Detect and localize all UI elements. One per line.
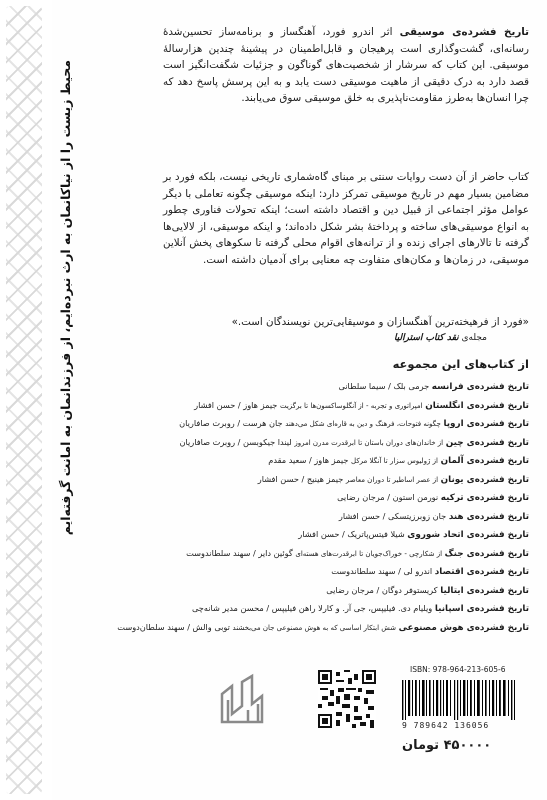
book-credits: جان زوبرزیتسکی / حسن افشار (338, 510, 447, 521)
book-subtitle: از عصر اساطیر تا دوران معاصر (345, 475, 439, 484)
quote-source-prefix: مجله‌ی (461, 333, 487, 343)
spine-strip (0, 0, 52, 800)
book-credits: توبی والش / سهند سلطان‌دوست (117, 621, 230, 632)
book-credits: ویلیام دی. فیلیپس، جی آر. و کارلا راهن فیلیپس / محسن مدیر شانه‌چی (191, 603, 433, 613)
list-item (151, 489, 529, 508)
list-item (151, 415, 529, 434)
book-credits: گوئین دایر / سهند سلطاندوست (186, 547, 293, 558)
book-title: تاریخ فشرده‌ی موسیقی (399, 26, 529, 38)
book-credits: جان هرست / روبرت صافاریان (179, 418, 283, 428)
book-title: تاریخ فشرده‌ی ایتالیا (440, 585, 529, 596)
book-title: تاریخ فشرده‌ی اقتصاد (434, 567, 529, 577)
series-title: از کتاب‌های این مجموعه (392, 357, 529, 371)
book-subtitle: چگونه فتوحات، فرهنگ و دین به قاره‌ای شکل می‌دهند (285, 420, 441, 428)
book-subtitle: از خاندان‌های دوران باستان تا ابرقدرت مدرن امروز (294, 438, 444, 447)
qr-code (318, 670, 376, 728)
list-item (117, 619, 529, 638)
book-credits: کریستوفر دوگان / مرجان رضایی (326, 584, 438, 595)
review-quote: «فورد از فرهیخته‌ترین آهنگسازان و موسیقایی‌ترین نویسندگان است.» (231, 316, 529, 328)
series-list (117, 378, 529, 637)
spine-slogan: محیط زیست را از نیاکانمان به ارث نبرده‌ایم، از فرزندانمان به امانت گرفته‌ایم (58, 60, 73, 536)
book-subtitle: از شکارچی - خوراک‌جویان تا ابرقدرت‌های هسته‌ای (295, 549, 443, 558)
list-item (151, 378, 529, 397)
book-credits: جرمی بلک / سیما سلطانی (338, 381, 430, 391)
isbn: ISBN: 978-964-213-605-6 (410, 665, 506, 674)
publisher-logo (218, 676, 270, 726)
barcode-number: 9 789642 136056 (402, 721, 490, 730)
book-title: تاریخ فشرده‌ی یونان (440, 474, 529, 485)
book-title: تاریخ فشرده‌ی آلمان (440, 456, 529, 466)
book-credits: جیمز هینیج / حسن افشار (257, 473, 344, 484)
quote-source (394, 333, 487, 343)
decorative-pattern (6, 6, 42, 794)
list-item (151, 397, 529, 416)
book-title: تاریخ فشرده‌ی جنگ (444, 548, 529, 559)
list-item (151, 508, 529, 527)
book-title: تاریخ فشرده‌ی هند (448, 511, 529, 522)
intro-text-1: اثر اندرو فورد، آهنگساز و برنامه‌ساز تحسین‌شدهٔ رسانه‌ای، گشت‌وگذاری است پرهیجان و قابل‌اطمینان در پیشینهٔ چندین هزارسالهٔ موسیقی. این کتاب که سرشار از شخصیت‌های گوناگون و جزئیات شگفت‌انگیز است قصد دارد به درک دقیقی از ماهیت موسیقی دست یابد و به این پرسش پاسخ دهد که چرا انسان‌ها به‌طرز مقاومت‌ناپذیری به خلق موسیقی سوق می‌یابند. (163, 26, 529, 105)
book-subtitle: امپراتوری و تجربه - از آنگلوساکسون‌ها تا برگزیت (279, 401, 423, 410)
book-credits: جیمز هاوز / سعید مقدم (268, 455, 349, 465)
book-title: تاریخ فشرده‌ی اسپانیا (434, 604, 529, 614)
barcode (400, 680, 520, 720)
book-credits: شیلا فیتس‌پاتریک / حسن افشار (298, 529, 405, 539)
book-subtitle: شش ابتکار اساسی که به هوش مصنوعی جان می‌بخشند (232, 623, 397, 632)
book-title: تاریخ فشرده‌ی چین (445, 437, 529, 448)
book-credits: لیندا جیکوبسن / روبرت صافاریان (179, 436, 292, 447)
book-subtitle: از ژولیوس سزار تا آنگلا مرکل (351, 457, 438, 465)
book-title: تاریخ فشرده‌ی انگلستان (425, 400, 529, 411)
list-item (151, 545, 529, 564)
book-title: تاریخ فشرده‌ی فرانسه (431, 382, 529, 392)
book-credits: اندرو لی / سهند سلطاندوست (331, 566, 433, 576)
list-item (151, 600, 529, 619)
list-item (151, 526, 529, 545)
book-title: تاریخ فشرده‌ی هوش مصنوعی (398, 622, 529, 633)
list-item (151, 452, 529, 471)
book-title: تاریخ فشرده‌ی ترکیه (440, 493, 529, 503)
list-item (151, 563, 529, 582)
intro-paragraph-2: کتاب حاضر از آن دست روایات سنتی بر مبنای گاه‌شماری تاریخی نیست، بلکه فورد بر مضامین بسیار مهم در تاریخ موسیقی تمرکز دارد: اینکه موسیقی چگونه تعاملی با دیگر عوامل مؤثر اجتماعی از قبیل دین و اقتصاد داشته است؛ اینکه تحولات فناوری چطور به انواع موسیقی‌های ساخته و پرداختهٔ بشر شکل داده‌اند؛ و اینکه موسیقی، از لالایی‌ها گرفته تا تالارهای اجرای زنده و از ترانه‌های اقوام محلی گرفته تا سکوهای پخش آنلاین موسیقی، در زمان‌ها و مکان‌های متفاوت چه معنایی برای آدمیان داشته است. (163, 171, 529, 266)
book-title: تاریخ فشرده‌ی اروپا (443, 419, 529, 429)
list-item (151, 582, 529, 601)
quote-source-name: نقد کتاب استرالیا (393, 333, 459, 343)
book-credits: نورمن استون / مرجان رضایی (337, 492, 439, 502)
price: ۴۵۰۰۰۰ تومان (402, 738, 492, 753)
book-title: تاریخ فشرده‌ی اتحاد شوروی (407, 530, 529, 540)
book-credits: جیمز هاوز / حسن افشار (194, 399, 278, 410)
list-item (151, 471, 529, 490)
intro-paragraph-1 (163, 24, 529, 107)
list-item (151, 434, 529, 453)
